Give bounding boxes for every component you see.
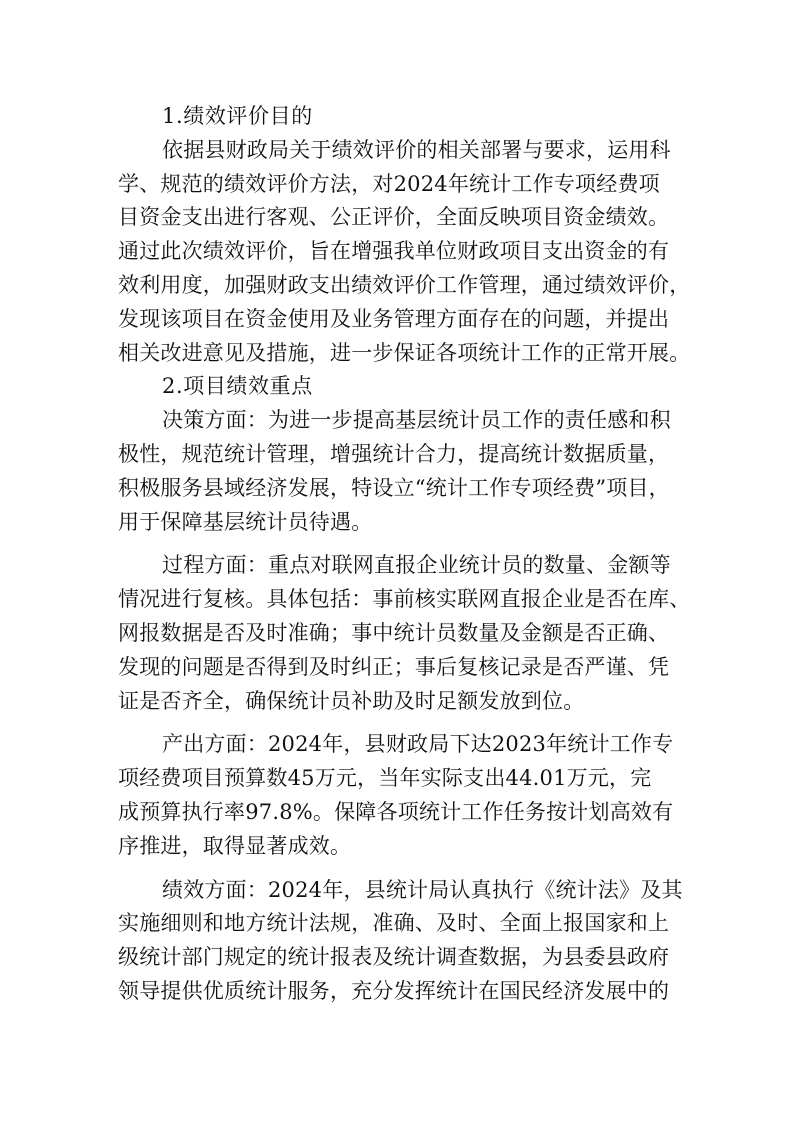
paragraph-1-line-4: 通过此次绩效评价，旨在增强我单位财政项目支出资金的有 bbox=[118, 239, 670, 264]
paragraph-1-line-2: 学、规范的绩效评价方法，对2024年统计工作专项经费项 bbox=[118, 171, 660, 196]
section-heading-2: 2.项目绩效重点 bbox=[162, 374, 313, 399]
paragraph-gap bbox=[118, 864, 690, 874]
decision-paragraph-line-4: 用于保障基层统计员待遇。 bbox=[118, 509, 373, 534]
decision-paragraph-line-1: 决策方面：为进一步提高基层统计员工作的责任感和积 bbox=[162, 408, 671, 433]
paragraph-1-line-1: 依据县财政局关于绩效评价的相关部署与要求，运用科 bbox=[162, 137, 671, 162]
process-paragraph-line-2: 情况进行复核。具体包括：事前核实联网直报企业是否在库、 bbox=[118, 587, 691, 612]
process-paragraph-line-4: 发现的问题是否得到及时纠正；事后复核记录是否严谨、凭 bbox=[118, 654, 670, 679]
decision-paragraph-line-2: 极性，规范统计管理，增强统计合力，提高统计数据质量， bbox=[118, 441, 670, 466]
paragraph-1-line-3: 目资金支出进行客观、公正评价，全面反映项目资金绩效。 bbox=[118, 205, 670, 230]
document-body bbox=[118, 100, 690, 1009]
performance-paragraph-line-2: 实施细则和地方统计法规，准确、及时、全面上报国家和上 bbox=[118, 911, 670, 936]
performance-paragraph-line-1: 绩效方面：2024年，县统计局认真执行《统计法》及其 bbox=[162, 877, 683, 902]
paragraph-1-line-6: 发现该项目在资金使用及业务管理方面存在的问题，并提出 bbox=[118, 306, 670, 331]
output-paragraph-line-1: 产出方面：2024年，县财政局下达2023年统计工作专 bbox=[162, 732, 674, 757]
section-heading-1: 1.绩效评价目的 bbox=[162, 104, 313, 128]
performance-paragraph-line-3: 级统计部门规定的统计报表及统计调查数据，为县委县政府 bbox=[118, 945, 670, 970]
process-paragraph-line-5: 证是否齐全，确保统计员补助及时足额发放到位。 bbox=[118, 688, 585, 713]
paragraph-gap bbox=[118, 718, 690, 728]
output-paragraph-line-3: 成预算执行率97.8%。保障各项统计工作任务按计划高效有 bbox=[118, 799, 674, 824]
paragraph-gap bbox=[118, 539, 690, 549]
performance-paragraph-line-4: 领导提供优质统计服务，充分发挥统计在国民经济发展中的 bbox=[118, 978, 670, 1003]
paragraph-1-line-5: 效利用度，加强财政支出绩效评价工作管理，通过绩效评价， bbox=[118, 272, 691, 297]
process-paragraph-line-1: 过程方面：重点对联网直报企业统计员的数量、金额等 bbox=[162, 553, 671, 578]
output-paragraph-line-4: 序推进，取得显著成效。 bbox=[118, 833, 352, 858]
process-paragraph-line-3: 网报数据是否及时准确；事中统计员数量及金额是否正确、 bbox=[118, 620, 670, 645]
output-paragraph-line-2: 项经费项目预算数45万元，当年实际支出44.01万元，完 bbox=[118, 766, 652, 791]
paragraph-1-line-7: 相关改进意见及措施，进一步保证各项统计工作的正常开展。 bbox=[118, 340, 691, 365]
decision-paragraph-line-3: 积极服务县域经济发展，特设立“统计工作专项经费”项目， bbox=[118, 475, 670, 500]
